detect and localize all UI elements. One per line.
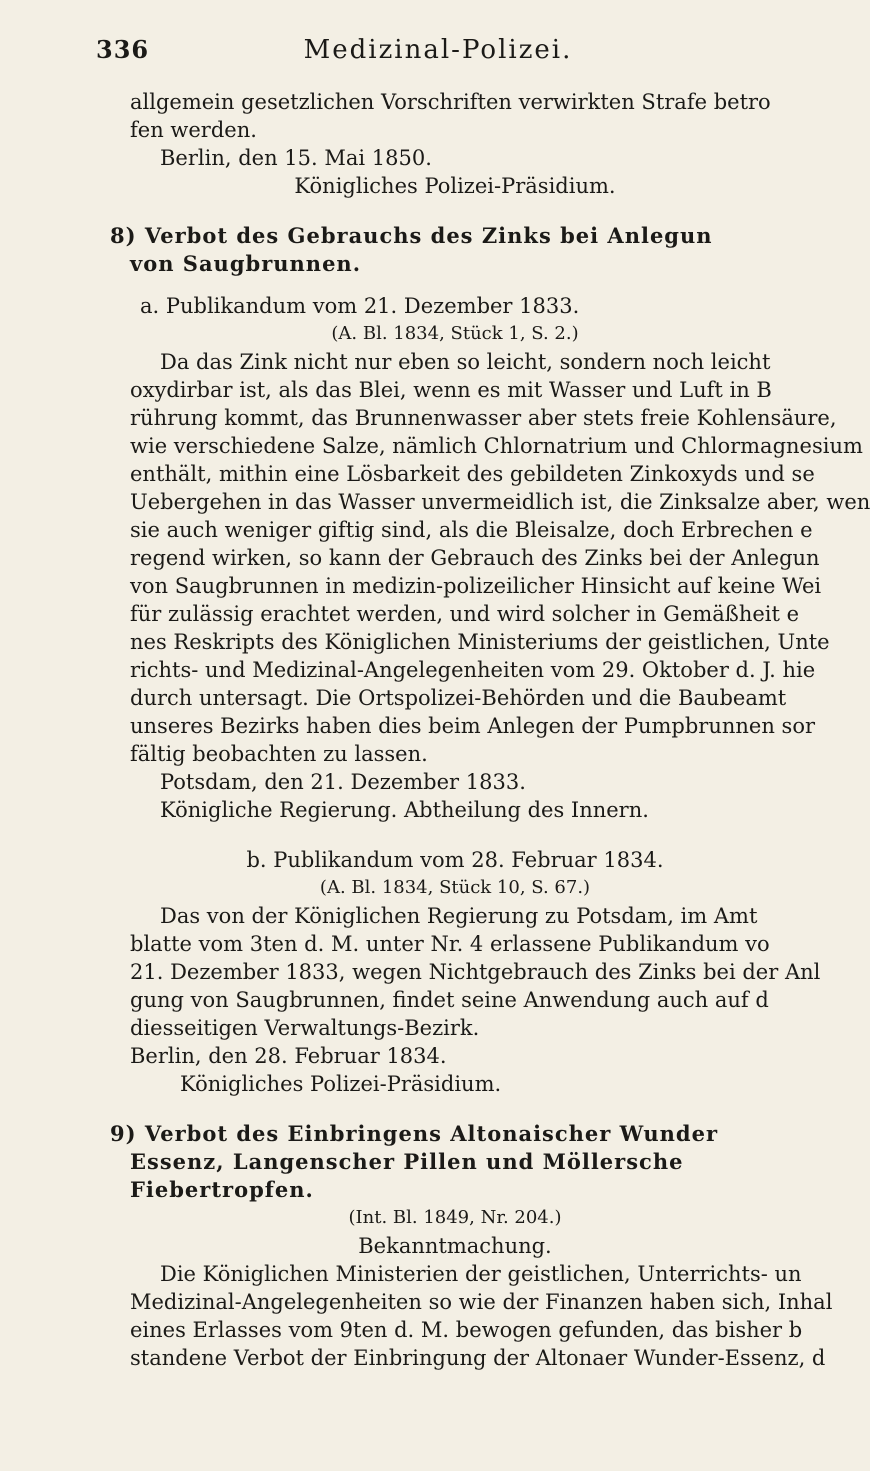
text-line: fältig beobachten zu lassen. [130, 742, 428, 766]
text-line: 21. Dezember 1833, wegen Nichtgebrauch des Zinks bei der Anl [130, 960, 821, 984]
text-line: Medizinal-Angelegenheiten so wie der Finanzen haben sich, Inhal [130, 1290, 833, 1314]
text-line: regend wirken, so kann der Gebrauch des Zinks bei der Anlegun [130, 546, 820, 570]
text-line: enthält, mithin eine Lösbarkeit des gebildeten Zinkoxyds und se [130, 462, 815, 486]
section-heading: von Saugbrunnen. [130, 251, 362, 276]
text-line: nes Reskripts des Königlichen Ministeriums der geistlichen, Unte [130, 630, 830, 654]
publication-title: a. Publikandum vom 21. Dezember 1833. [140, 294, 580, 318]
paragraph [130, 348, 870, 768]
source-reference: (A. Bl. 1834, Stück 1, S. 2.) [331, 323, 579, 344]
text-line: unseres Bezirks haben dies beim Anlegen der Pumpbrunnen sor [130, 714, 816, 738]
text-line: diesseitigen Verwaltungs-Bezirk. [130, 1016, 480, 1040]
section-heading: 8) Verbot des Gebrauchs des Zinks bei Anlegun [110, 223, 713, 248]
page-number: 336 [96, 35, 150, 64]
text-line: richts- und Medizinal-Angelegenheiten vom 29. Oktober d. J. hie [130, 658, 816, 682]
text-line: Die Königlichen Ministerien der geistlichen, Unterrichts- un [160, 1262, 802, 1286]
paragraph [130, 1260, 833, 1372]
text-line: Uebergehen in das Wasser unvermeidlich ist, die Zinksalze aber, wen [130, 490, 870, 514]
text-line: gung von Saugbrunnen, findet seine Anwendung auch auf d [130, 988, 769, 1012]
text-line: Da das Zink nicht nur eben so leicht, sondern noch leicht [160, 350, 771, 374]
text-line: standene Verbot der Einbringung der Altonaer Wunder-Essenz, d [130, 1346, 826, 1370]
running-title: Medizinal-Polizei. [303, 35, 573, 65]
authority-signature: Königliche Regierung. Abtheilung des Innern. [160, 798, 649, 822]
place-date: Berlin, den 15. Mai 1850. [160, 146, 432, 170]
publication-title: b. Publikandum vom 28. Februar 1834. [246, 848, 664, 872]
text-line: von Saugbrunnen in medizin-polizeilicher Hinsicht auf keine Wei [130, 574, 822, 598]
text-line: eines Erlasses vom 9ten d. M. bewogen gefunden, das bisher b [130, 1318, 803, 1342]
authority-signature: Königliches Polizei-Präsidium. [180, 1072, 502, 1096]
authority-signature: Königliches Polizei-Präsidium. [294, 174, 616, 198]
text-line: durch untersagt. Die Ortspolizei-Behörden und die Baubeamt [130, 686, 787, 710]
text-line: für zulässig erachtet werden, und wird solcher in Gemäßheit e [130, 602, 800, 626]
text-line: Das von der Königlichen Regierung zu Potsdam, im Amt [160, 904, 758, 928]
page-header [96, 35, 780, 75]
section-heading: 9) Verbot des Einbringens Altonaischer Wunder [110, 1121, 719, 1146]
text-line: wie verschiedene Salze, nämlich Chlornatrium und Chlormagnesium [130, 434, 863, 458]
text-line: oxydirbar ist, als das Blei, wenn es mit Wasser und Luft in B [130, 378, 772, 402]
place-date: Berlin, den 28. Februar 1834. [130, 1044, 447, 1068]
source-reference: (Int. Bl. 1849, Nr. 204.) [348, 1207, 562, 1228]
source-reference: (A. Bl. 1834, Stück 10, S. 67.) [319, 877, 591, 898]
section-heading: Fiebertropfen. [130, 1177, 314, 1202]
text-line: sie auch weniger giftig sind, als die Bleisalze, doch Erbrechen e [130, 518, 813, 542]
text-line: rührung kommt, das Brunnenwasser aber stets freie Kohlensäure, [130, 406, 837, 430]
paragraph [130, 902, 821, 1042]
text-line: fen werden. [130, 118, 257, 142]
place-date: Potsdam, den 21. Dezember 1833. [160, 770, 526, 794]
section-heading: Essenz, Langenscher Pillen und Möllersche [130, 1149, 684, 1174]
notice-title: Bekanntmachung. [358, 1234, 552, 1258]
page-body [110, 88, 870, 1372]
text-line: blatte vom 3ten d. M. unter Nr. 4 erlassene Publikandum vo [130, 932, 770, 956]
text-line: allgemein gesetzlichen Vorschriften verwirkten Strafe betro [130, 90, 771, 114]
